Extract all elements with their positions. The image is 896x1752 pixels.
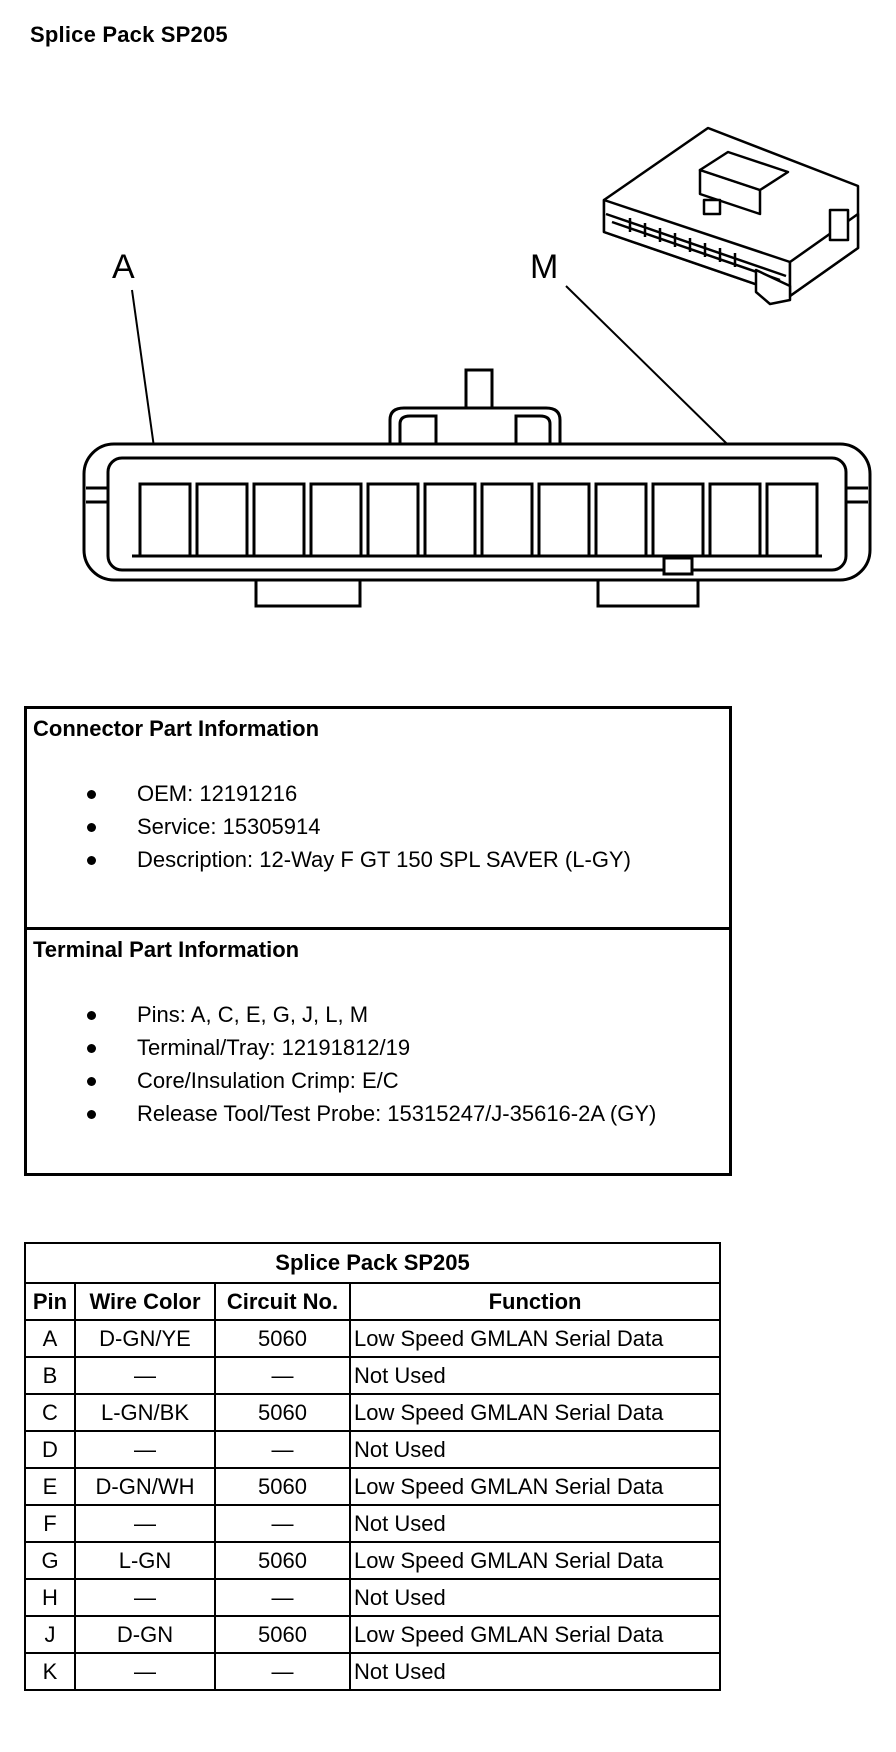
cell-function: Low Speed GMLAN Serial Data	[350, 1468, 720, 1505]
table-row	[25, 1320, 720, 1357]
label-pin-m: M	[530, 248, 559, 286]
cavity	[140, 484, 190, 556]
cell-pin: F	[25, 1505, 75, 1542]
cell-function: Not Used	[350, 1579, 720, 1616]
list-item: Description: 12-Way F GT 150 SPL SAVER (L-GY)	[87, 843, 729, 876]
cell-circuit: 5060	[215, 1542, 350, 1579]
cell-circuit: 5060	[215, 1616, 350, 1653]
table-row	[25, 1357, 720, 1394]
cavity	[425, 484, 475, 556]
cavity	[767, 484, 817, 556]
cell-wire-color: —	[75, 1653, 215, 1690]
cell-pin: E	[25, 1468, 75, 1505]
table-row	[25, 1468, 720, 1505]
page-title: Splice Pack SP205	[30, 22, 228, 47]
cell-pin: A	[25, 1320, 75, 1357]
connector-diagram	[0, 0, 896, 670]
cell-wire-color: —	[75, 1431, 215, 1468]
header-circuit-no: Circuit No.	[215, 1283, 350, 1320]
table-row	[25, 1394, 720, 1431]
table-row	[25, 1505, 720, 1542]
terminal-info-heading: Terminal Part Information	[33, 937, 300, 962]
pin-table	[24, 1242, 721, 1691]
cell-function: Low Speed GMLAN Serial Data	[350, 1616, 720, 1653]
table-header-row	[25, 1283, 720, 1320]
cell-wire-color: L-GN/BK	[75, 1394, 215, 1431]
list-item: Release Tool/Test Probe: 15315247/J-35616-2A (GY)	[87, 1097, 729, 1130]
cell-circuit: —	[215, 1431, 350, 1468]
table-row	[25, 1542, 720, 1579]
cell-circuit: 5060	[215, 1394, 350, 1431]
cell-function: Not Used	[350, 1357, 720, 1394]
cell-pin: G	[25, 1542, 75, 1579]
cell-pin: H	[25, 1579, 75, 1616]
list-item: Core/Insulation Crimp: E/C	[87, 1064, 729, 1097]
cell-circuit: —	[215, 1653, 350, 1690]
cell-circuit: —	[215, 1579, 350, 1616]
part-info-box	[24, 706, 732, 1176]
cell-circuit: 5060	[215, 1320, 350, 1357]
connector-info-heading: Connector Part Information	[33, 716, 320, 741]
table-row	[25, 1653, 720, 1690]
cell-wire-color: —	[75, 1579, 215, 1616]
cell-pin: J	[25, 1616, 75, 1653]
connector-isometric-icon	[604, 128, 858, 304]
header-pin: Pin	[25, 1283, 75, 1320]
cavity	[197, 484, 247, 556]
cell-wire-color: D-GN/YE	[75, 1320, 215, 1357]
cell-function: Low Speed GMLAN Serial Data	[350, 1542, 720, 1579]
cell-circuit: —	[215, 1505, 350, 1542]
connector-info-list	[27, 755, 729, 876]
cavity	[368, 484, 418, 556]
connector-part-info	[27, 709, 729, 927]
list-item: Pins: A, C, E, G, J, L, M	[87, 998, 729, 1031]
cell-wire-color: D-GN	[75, 1616, 215, 1653]
cell-function: Not Used	[350, 1431, 720, 1468]
table-row	[25, 1579, 720, 1616]
cell-pin: B	[25, 1357, 75, 1394]
header-function: Function	[350, 1283, 720, 1320]
cell-function: Not Used	[350, 1653, 720, 1690]
terminal-info-list	[27, 976, 729, 1130]
label-pin-a: A	[112, 248, 135, 286]
table-caption-row	[25, 1243, 720, 1283]
cavity	[254, 484, 304, 556]
table-row	[25, 1616, 720, 1653]
cell-pin: D	[25, 1431, 75, 1468]
cavity	[596, 484, 646, 556]
cell-function: Not Used	[350, 1505, 720, 1542]
table-row	[25, 1431, 720, 1468]
cell-pin: C	[25, 1394, 75, 1431]
cell-function: Low Speed GMLAN Serial Data	[350, 1394, 720, 1431]
cavity	[653, 484, 703, 556]
table-caption: Splice Pack SP205	[25, 1243, 720, 1283]
list-item: Terminal/Tray: 12191812/19	[87, 1031, 729, 1064]
cavity	[482, 484, 532, 556]
list-item: OEM: 12191216	[87, 777, 729, 810]
cell-function: Low Speed GMLAN Serial Data	[350, 1320, 720, 1357]
cavity	[311, 484, 361, 556]
cell-circuit: —	[215, 1357, 350, 1394]
list-item: Service: 15305914	[87, 810, 729, 843]
cavity	[539, 484, 589, 556]
cavity	[710, 484, 760, 556]
cell-wire-color: —	[75, 1357, 215, 1394]
cell-pin: K	[25, 1653, 75, 1690]
cell-wire-color: L-GN	[75, 1542, 215, 1579]
cell-circuit: 5060	[215, 1468, 350, 1505]
header-wire-color: Wire Color	[75, 1283, 215, 1320]
cell-wire-color: —	[75, 1505, 215, 1542]
terminal-part-info	[27, 927, 729, 1173]
cell-wire-color: D-GN/WH	[75, 1468, 215, 1505]
